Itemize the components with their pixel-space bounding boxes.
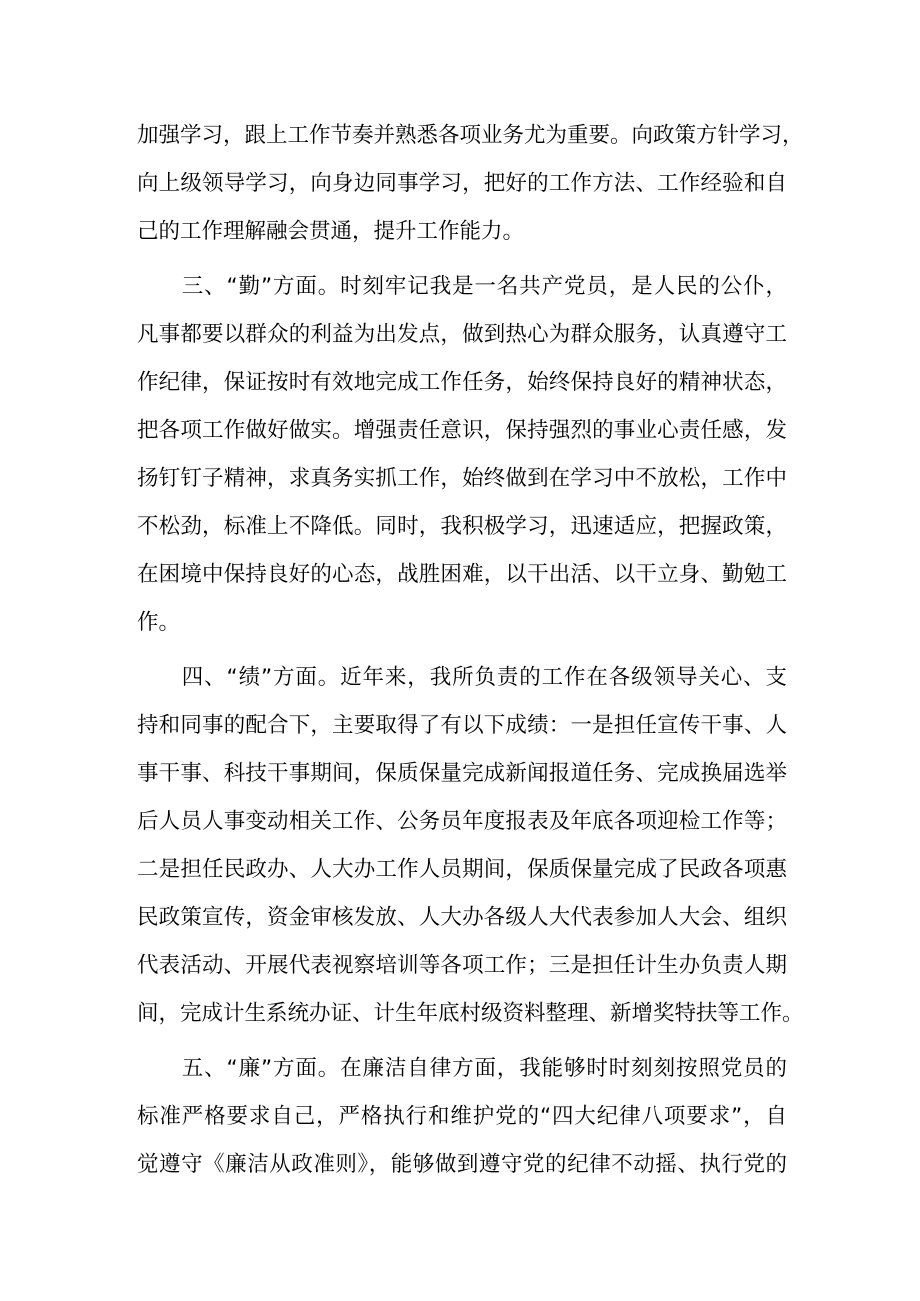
text-line: 三、“勤”方面。时刻牢记我是一名共产党员，是人民的公仆， [137,274,787,299]
text-line: 扬钉钉子精神，求真务实抓工作，始终做到在学习中不放松，工作中 [137,466,787,491]
text-line: 把各项工作做好做实。增强责任意识，保持强烈的事业心责任感，发 [137,418,787,443]
text-line: 作。 [137,610,181,635]
text-line: 持和同事的配合下，主要取得了有以下成绩：一是担任宣传干事、人 [137,713,787,738]
text-line: 凡事都要以群众的利益为出发点，做到热心为群众服务，认真遵守工 [137,322,787,347]
text-line: 己的工作理解融会贯通，提升工作能力。 [137,219,525,244]
text-line: 间，完成计生系统办证、计生年底村级资料整理、新增奖特扶等工作。 [137,1001,804,1026]
document-body [137,112,804,1189]
text-line: 民政策宣传，资金审核发放、人大办各级人大代表参加人大会、组织 [137,905,787,930]
text-line: 标准严格要求自己，严格执行和维护党的“四大纪律八项要求”，自 [137,1104,787,1129]
text-line: 二是担任民政办、人大办工作人员期间，保质保量完成了民政各项惠 [137,857,787,882]
paragraph-diligence [137,263,787,647]
text-line: 向上级领导学习，向身边同事学习，把好的工作方法、工作经验和自 [137,171,787,196]
text-line: 加强学习，跟上工作节奏并熟悉各项业务尤为重要。向政策方针学习， [137,123,804,148]
paragraph-learning-continued [137,112,804,256]
text-line: 作纪律，保证按时有效地完成工作任务，始终保持良好的精神状态， [137,370,787,395]
text-line: 不松劲，标准上不降低。同时，我积极学习，迅速适应，把握政策， [137,514,787,539]
text-line: 五、“廉”方面。在廉洁自律方面，我能够时时刻刻按照党员的 [137,1056,787,1081]
text-line: 四、“绩”方面。近年来，我所负责的工作在各级领导关心、支 [137,665,787,690]
text-line: 在困境中保持良好的心态，战胜困难，以干出活、以干立身、勤勉工 [137,562,787,587]
paragraph-integrity [137,1045,787,1189]
text-line: 觉遵守《廉洁从政准则》，能够做到遵守党的纪律不动摇、执行党的 [137,1152,787,1177]
paragraph-achievements [137,654,804,1038]
text-line: 后人员人事变动相关工作、公务员年度报表及年底各项迎检工作等； [137,809,787,834]
text-line: 代表活动、开展代表视察培训等各项工作；三是担任计生办负责人期 [137,953,787,978]
text-line: 事干事、科技干事期间，保质保量完成新闻报道任务、完成换届选举 [137,761,787,786]
